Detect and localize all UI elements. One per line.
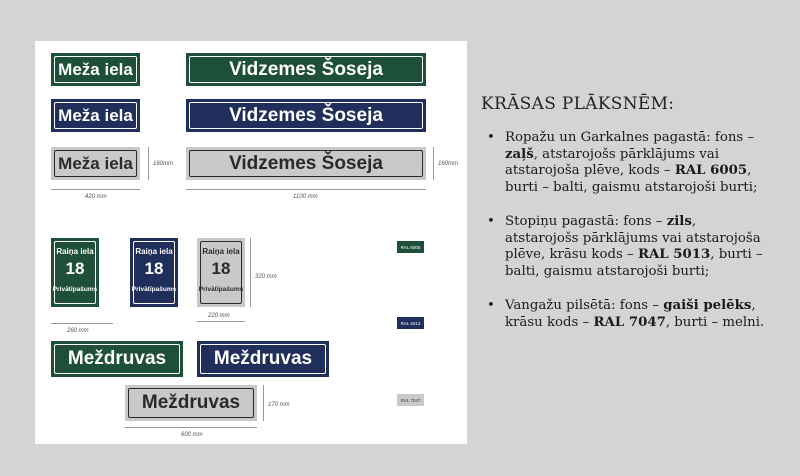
- list-item: [481, 130, 771, 196]
- dimension-line: [51, 189, 140, 190]
- item-highlight: RAL 5013: [637, 247, 711, 262]
- dimension-width-label: 260 mm: [67, 328, 89, 334]
- dimension-height-label: 160mm: [153, 161, 174, 167]
- street-sign-text: Vidzemes Šoseja: [229, 152, 383, 174]
- color-swatch-blue: [397, 317, 424, 329]
- plate-street-name: Raiņa iela: [135, 247, 173, 256]
- item-text: Ropažu un Garkalnes pagastā: fons –: [505, 130, 755, 145]
- dimension-line: [250, 238, 251, 307]
- dimension-line: [263, 385, 264, 421]
- item-highlight: zaļš: [505, 146, 534, 162]
- swatch-label: RAL 5013: [400, 320, 421, 326]
- dimension-line: [125, 427, 257, 428]
- item-highlight: gaiši pelēks: [663, 298, 752, 313]
- list-item: [481, 298, 771, 331]
- item-text: , atstarojošs pārklājums vai atstarojoša plēve, krāsu kods –: [505, 214, 761, 262]
- dimension-height-label: 160mm: [438, 161, 459, 167]
- street-sign-gray-long: [186, 147, 426, 180]
- street-sign-text: Vidzemes Šoseja: [229, 58, 383, 80]
- plate-house-number: 18: [144, 259, 164, 278]
- estate-sign-text: Meždruvas: [141, 392, 241, 413]
- street-sign-gray-short: [51, 147, 140, 180]
- dimension-line: [433, 147, 434, 180]
- dimension-width-label: 220 mm: [208, 313, 230, 319]
- plate-house-number: 18: [211, 259, 231, 278]
- dimension-width-label: 600 mm: [181, 432, 203, 438]
- estate-sign-blue: [197, 341, 329, 377]
- street-sign-blue-short: [51, 99, 140, 132]
- item-highlight: zils: [666, 214, 692, 229]
- house-plate-green: [51, 238, 99, 307]
- dimension-width-label: 1100 mm: [293, 194, 318, 200]
- dimension-line: [148, 147, 149, 180]
- plate-house-number: 18: [65, 259, 85, 278]
- dimension-height-label: 170 mm: [268, 402, 290, 408]
- item-text: , atstarojošs pārklājums vai atstarojoša plēve, kods –: [505, 146, 719, 178]
- dimension-line: [186, 189, 426, 190]
- color-swatch-gray: [397, 394, 424, 406]
- plate-private-label: Privātīpašums: [131, 286, 177, 293]
- item-text: , burti – balti, gaismu atstarojoši burti;: [505, 247, 763, 279]
- street-sign-green-long: [186, 53, 426, 86]
- dimension-width-label: 420 mm: [85, 194, 107, 200]
- swatch-label: RAL 7047: [400, 397, 421, 403]
- color-rules-list: [481, 130, 771, 349]
- estate-sign-green: [51, 341, 183, 377]
- estate-sign-text: Meždruvas: [213, 348, 313, 369]
- street-sign-text: Meža iela: [58, 59, 133, 79]
- item-highlight: RAL 6005: [674, 163, 748, 178]
- item-highlight: RAL 7047: [593, 314, 666, 330]
- dimension-height-label: 320 mm: [255, 274, 277, 280]
- house-plate-blue: [130, 238, 178, 307]
- street-sign-text: Meža iela: [58, 105, 133, 125]
- list-item: [481, 214, 771, 280]
- dimension-line: [197, 321, 245, 322]
- item-text: Vangažu pilsētā: fons –: [505, 298, 664, 313]
- plate-private-label: Privātīpašums: [52, 286, 98, 293]
- street-sign-text: Meža iela: [58, 153, 133, 173]
- dimension-line: [51, 323, 113, 324]
- color-heading: KRĀSAS PLĀKSNĒM:: [481, 94, 675, 114]
- swatch-label: RAL 6005: [400, 244, 421, 250]
- item-text: Stopiņu pagastā: fons –: [505, 214, 667, 229]
- estate-sign-gray: [125, 385, 257, 421]
- plate-street-name: Raiņa iela: [56, 247, 94, 256]
- color-swatch-green: [397, 241, 424, 253]
- estate-sign-text: Meždruvas: [67, 348, 167, 369]
- item-text: , burti – melni.: [665, 314, 765, 330]
- plate-private-label: Privātīpašums: [198, 286, 244, 293]
- sign-samples-panel: [35, 41, 467, 444]
- house-plate-gray: [197, 238, 245, 307]
- item-text: , burti – balti, gaismu atstarojoši burti;: [505, 163, 758, 195]
- plate-street-name: Raiņa iela: [202, 247, 240, 256]
- street-sign-text: Vidzemes Šoseja: [229, 104, 383, 126]
- street-sign-green-short: [51, 53, 140, 86]
- item-text: , krāsu kods –: [505, 298, 756, 330]
- street-sign-blue-long: [186, 99, 426, 132]
